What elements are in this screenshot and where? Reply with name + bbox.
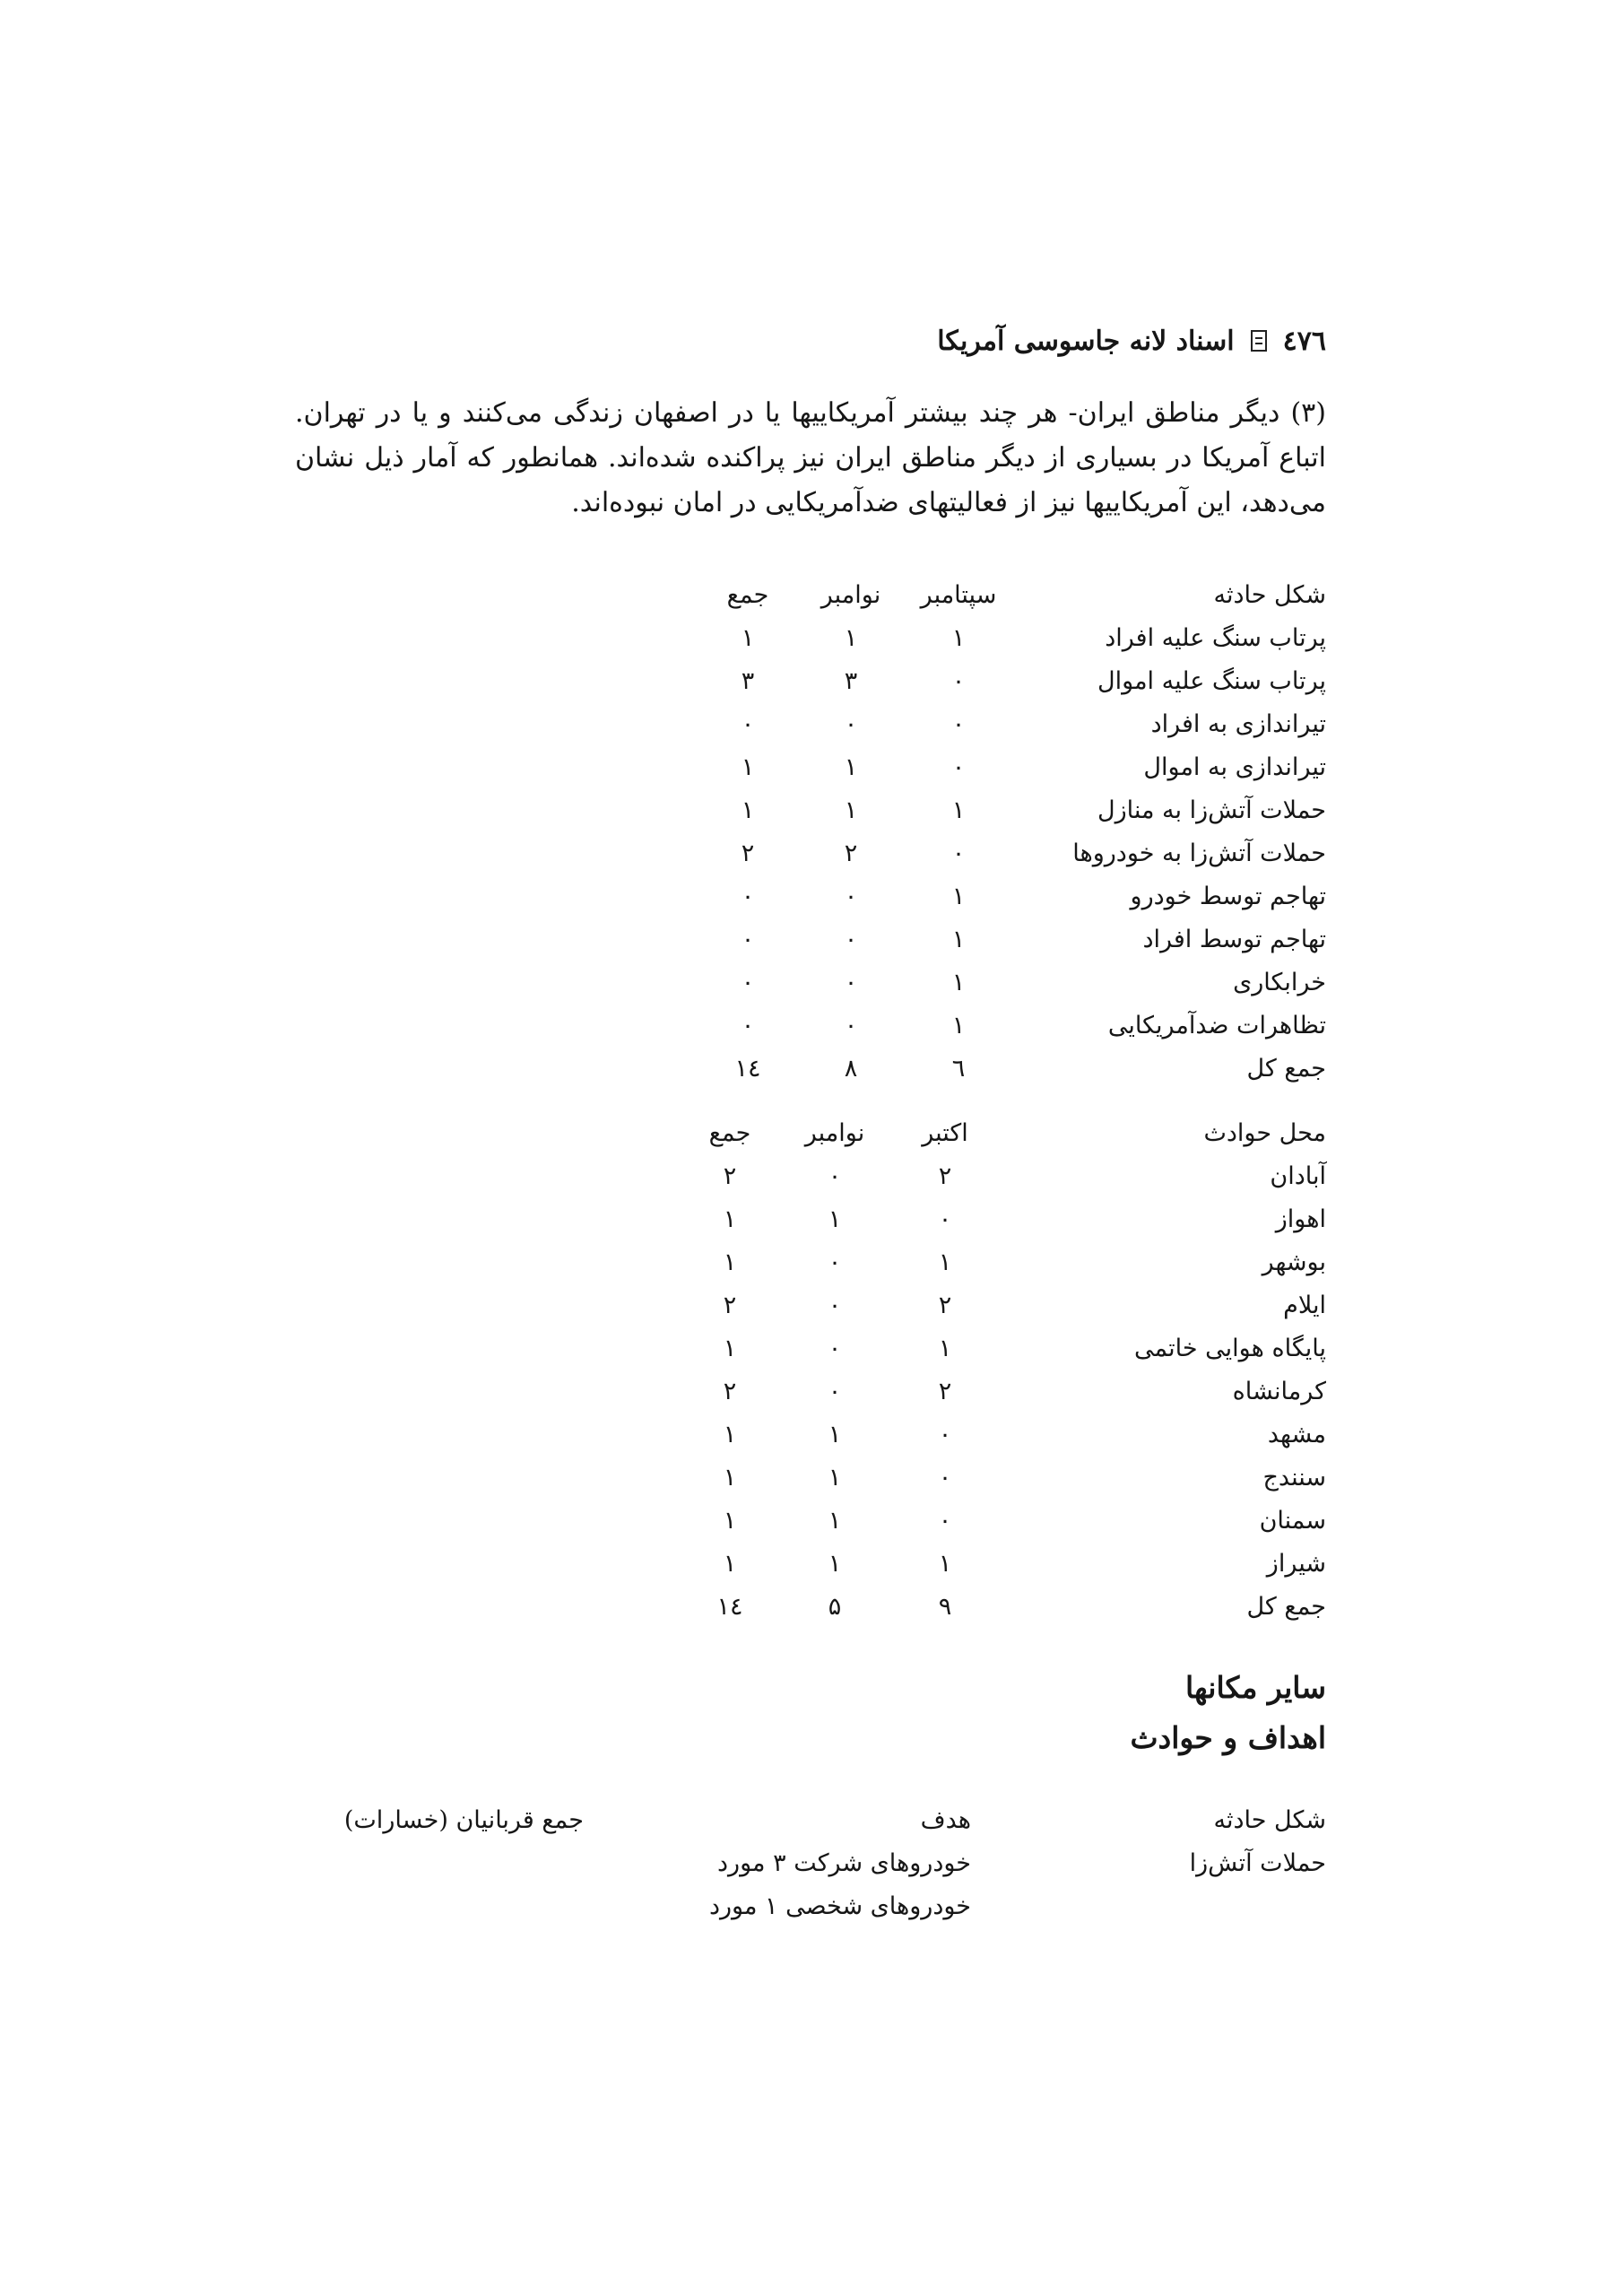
cell-total: ۱ (723, 1205, 737, 1233)
cell-total: ۱ (723, 1550, 737, 1578)
row-label: پرتاب سنگ علیه افراد (1105, 624, 1326, 652)
cell-october: ۱ (938, 1335, 952, 1362)
table-row (295, 1842, 1326, 1885)
table-row (295, 1004, 1326, 1048)
header-incident-type: شکل حادثه (1213, 581, 1326, 609)
row-label: حملات آتش‌زا به خودروها (1072, 839, 1326, 867)
location-table-header (295, 1112, 1326, 1155)
table-row (295, 1327, 1326, 1370)
cell-total: ۲ (723, 1162, 737, 1190)
cell-october: ۱ (938, 1248, 952, 1276)
cell-october: ۲ (938, 1162, 952, 1190)
table-row (295, 1457, 1326, 1500)
cell-september: ٦ (951, 1055, 966, 1083)
table-row (295, 1370, 1326, 1413)
cell-total: ۲ (741, 839, 755, 867)
cell-november: ۱ (844, 753, 858, 781)
row-label: تیراندازی به افراد (1150, 710, 1326, 738)
cell-november: ۱ (828, 1464, 842, 1492)
cell-october: ۰ (938, 1421, 952, 1448)
cell-total: ۰ (741, 926, 755, 953)
cell-november: ۱ (844, 624, 858, 652)
heading-targets-incidents: اهداف و حوادث (1130, 1720, 1326, 1755)
table-total-row (295, 1048, 1326, 1091)
header-total: جمع (708, 1119, 751, 1147)
cell-total: ۱ (741, 753, 755, 781)
row-label: ایلام (1283, 1292, 1326, 1319)
header-total: جمع (726, 581, 769, 609)
header-casualties: جمع قربانیان (خسارات) (343, 1806, 584, 1834)
cell-november: ۸ (844, 1055, 858, 1083)
cell-total: ۰ (741, 883, 755, 910)
cell-total: ۰ (741, 1012, 755, 1039)
row-label: تیراندازی به اموال (1143, 753, 1326, 781)
table-row (295, 660, 1326, 703)
row-label: تهاجم توسط خودرو (1130, 883, 1326, 910)
cell-november: ۰ (844, 926, 858, 953)
cell-october: ۱ (938, 1550, 952, 1578)
cell-november: ۱ (844, 796, 858, 824)
table-row (295, 1241, 1326, 1284)
cell-total: ۱ (723, 1464, 737, 1492)
targets-table-header (295, 1799, 1326, 1842)
row-label: جمع کل (1246, 1593, 1326, 1621)
cell-total: ۰ (741, 710, 755, 738)
cell-october: ۲ (938, 1292, 952, 1319)
header-place: محل حوادث (1203, 1119, 1326, 1147)
header-september: سپتامبر (920, 581, 997, 609)
cell-september: ۱ (951, 883, 966, 910)
table-row (295, 832, 1326, 875)
row-label: سمنان (1259, 1507, 1326, 1535)
row-label: حملات آتش‌زا به منازل (1097, 796, 1326, 824)
row-target: خودروهای شخصی ۱ مورد (708, 1892, 971, 1920)
cell-september: ۰ (951, 710, 966, 738)
table-row (295, 703, 1326, 746)
cell-total: ۳ (741, 667, 755, 695)
table-row (295, 1500, 1326, 1543)
row-label: پایگاه هوایی خاتمی (1134, 1335, 1326, 1362)
cell-november: ۱ (828, 1507, 842, 1535)
row-label: کرمانشاه (1232, 1378, 1326, 1405)
cell-total: ۲ (723, 1378, 737, 1405)
cell-total: ۱ (741, 624, 755, 652)
cell-total: ۱ (723, 1335, 737, 1362)
incident-table-header (295, 574, 1326, 617)
table-row (295, 1885, 1326, 1928)
cell-november: ۰ (844, 969, 858, 996)
header-november: نوامبر (820, 581, 881, 609)
header-october: اکتبر (922, 1119, 968, 1147)
cell-october: ۰ (938, 1507, 952, 1535)
cell-november: ۰ (844, 1012, 858, 1039)
cell-september: ۱ (951, 796, 966, 824)
document-icon (1251, 330, 1267, 352)
cell-november: ۰ (828, 1378, 842, 1405)
cell-total: ١٤ (716, 1593, 743, 1621)
header-november: نوامبر (804, 1119, 865, 1147)
cell-november: ۰ (828, 1248, 842, 1276)
table-row (295, 1284, 1326, 1327)
cell-total: ۱ (723, 1421, 737, 1448)
table-row (295, 1413, 1326, 1457)
row-label: اهواز (1275, 1205, 1326, 1233)
cell-november: ۰ (844, 883, 858, 910)
cell-november: ۰ (844, 710, 858, 738)
row-label: شیراز (1266, 1550, 1326, 1578)
row-label: سنندج (1262, 1464, 1326, 1492)
table-row (295, 1543, 1326, 1586)
cell-september: ۱ (951, 1012, 966, 1039)
row-label: آبادان (1270, 1162, 1326, 1190)
cell-total: ۱ (741, 796, 755, 824)
cell-november: ۳ (844, 667, 858, 695)
cell-september: ۰ (951, 667, 966, 695)
cell-november: ۱ (828, 1550, 842, 1578)
row-label: تظاهرات ضدآمریکایی (1107, 1012, 1326, 1039)
table-row (295, 918, 1326, 961)
cell-total: ۰ (741, 969, 755, 996)
header-target: هدف (920, 1806, 971, 1834)
body-paragraph: (۳) دیگر مناطق ایران- هر چند بیشتر آمریکاییها یا در اصفهان زندگی می‌کنند و یا در تهران. اتباع آمریکا در بسیاری از دیگر مناطق ایران نیز پراکنده شده‌اند. همانطور که آمار ذیل نشان می‌دهد، این آمریکاییها نیز از فعالیتهای ضدآمریکایی در امان نبوده‌اند. (295, 397, 1326, 518)
cell-september: ۱ (951, 926, 966, 953)
heading-other-places: سایر مکانها (1185, 1670, 1326, 1705)
row-label: مشهد (1267, 1421, 1326, 1448)
cell-november: ۱ (828, 1421, 842, 1448)
cell-november: ۲ (844, 839, 858, 867)
table-total-row (295, 1586, 1326, 1629)
table-row (295, 875, 1326, 918)
cell-total: ۲ (723, 1292, 737, 1319)
cell-november: ۰ (828, 1335, 842, 1362)
table-row (295, 617, 1326, 660)
cell-september: ۱ (951, 969, 966, 996)
cell-total: ١٤ (734, 1055, 761, 1083)
table-row (295, 746, 1326, 789)
cell-november: ۰ (828, 1292, 842, 1319)
table-row (295, 1155, 1326, 1198)
row-label: پرتاب سنگ علیه اموال (1097, 667, 1326, 695)
cell-september: ۰ (951, 753, 966, 781)
row-incident-type: حملات آتش‌زا (1189, 1849, 1326, 1877)
header-incident-type: شکل حادثه (1213, 1806, 1326, 1834)
cell-october: ۹ (938, 1593, 952, 1621)
cell-november: ۰ (828, 1162, 842, 1190)
row-target: خودروهای شرکت ۳ مورد (717, 1849, 971, 1877)
cell-september: ۱ (951, 624, 966, 652)
cell-total: ۱ (723, 1507, 737, 1535)
cell-total: ۱ (723, 1248, 737, 1276)
cell-october: ۰ (938, 1205, 952, 1233)
page-number: ٤٧٦ (1282, 325, 1326, 357)
table-row (295, 961, 1326, 1004)
row-label: خرابکاری (1233, 969, 1326, 996)
table-row (295, 789, 1326, 832)
cell-october: ۲ (938, 1378, 952, 1405)
row-label: تهاجم توسط افراد (1142, 926, 1326, 953)
cell-november: ۱ (828, 1205, 842, 1233)
cell-september: ۰ (951, 839, 966, 867)
cell-november: ۵ (828, 1593, 842, 1621)
cell-october: ۰ (938, 1464, 952, 1492)
table-row (295, 1198, 1326, 1241)
row-label: بوشهر (1262, 1248, 1326, 1276)
book-title: اسناد لانه جاسوسی آمریکا (937, 325, 1235, 357)
running-header (295, 316, 1326, 366)
row-label: جمع کل (1246, 1055, 1326, 1083)
